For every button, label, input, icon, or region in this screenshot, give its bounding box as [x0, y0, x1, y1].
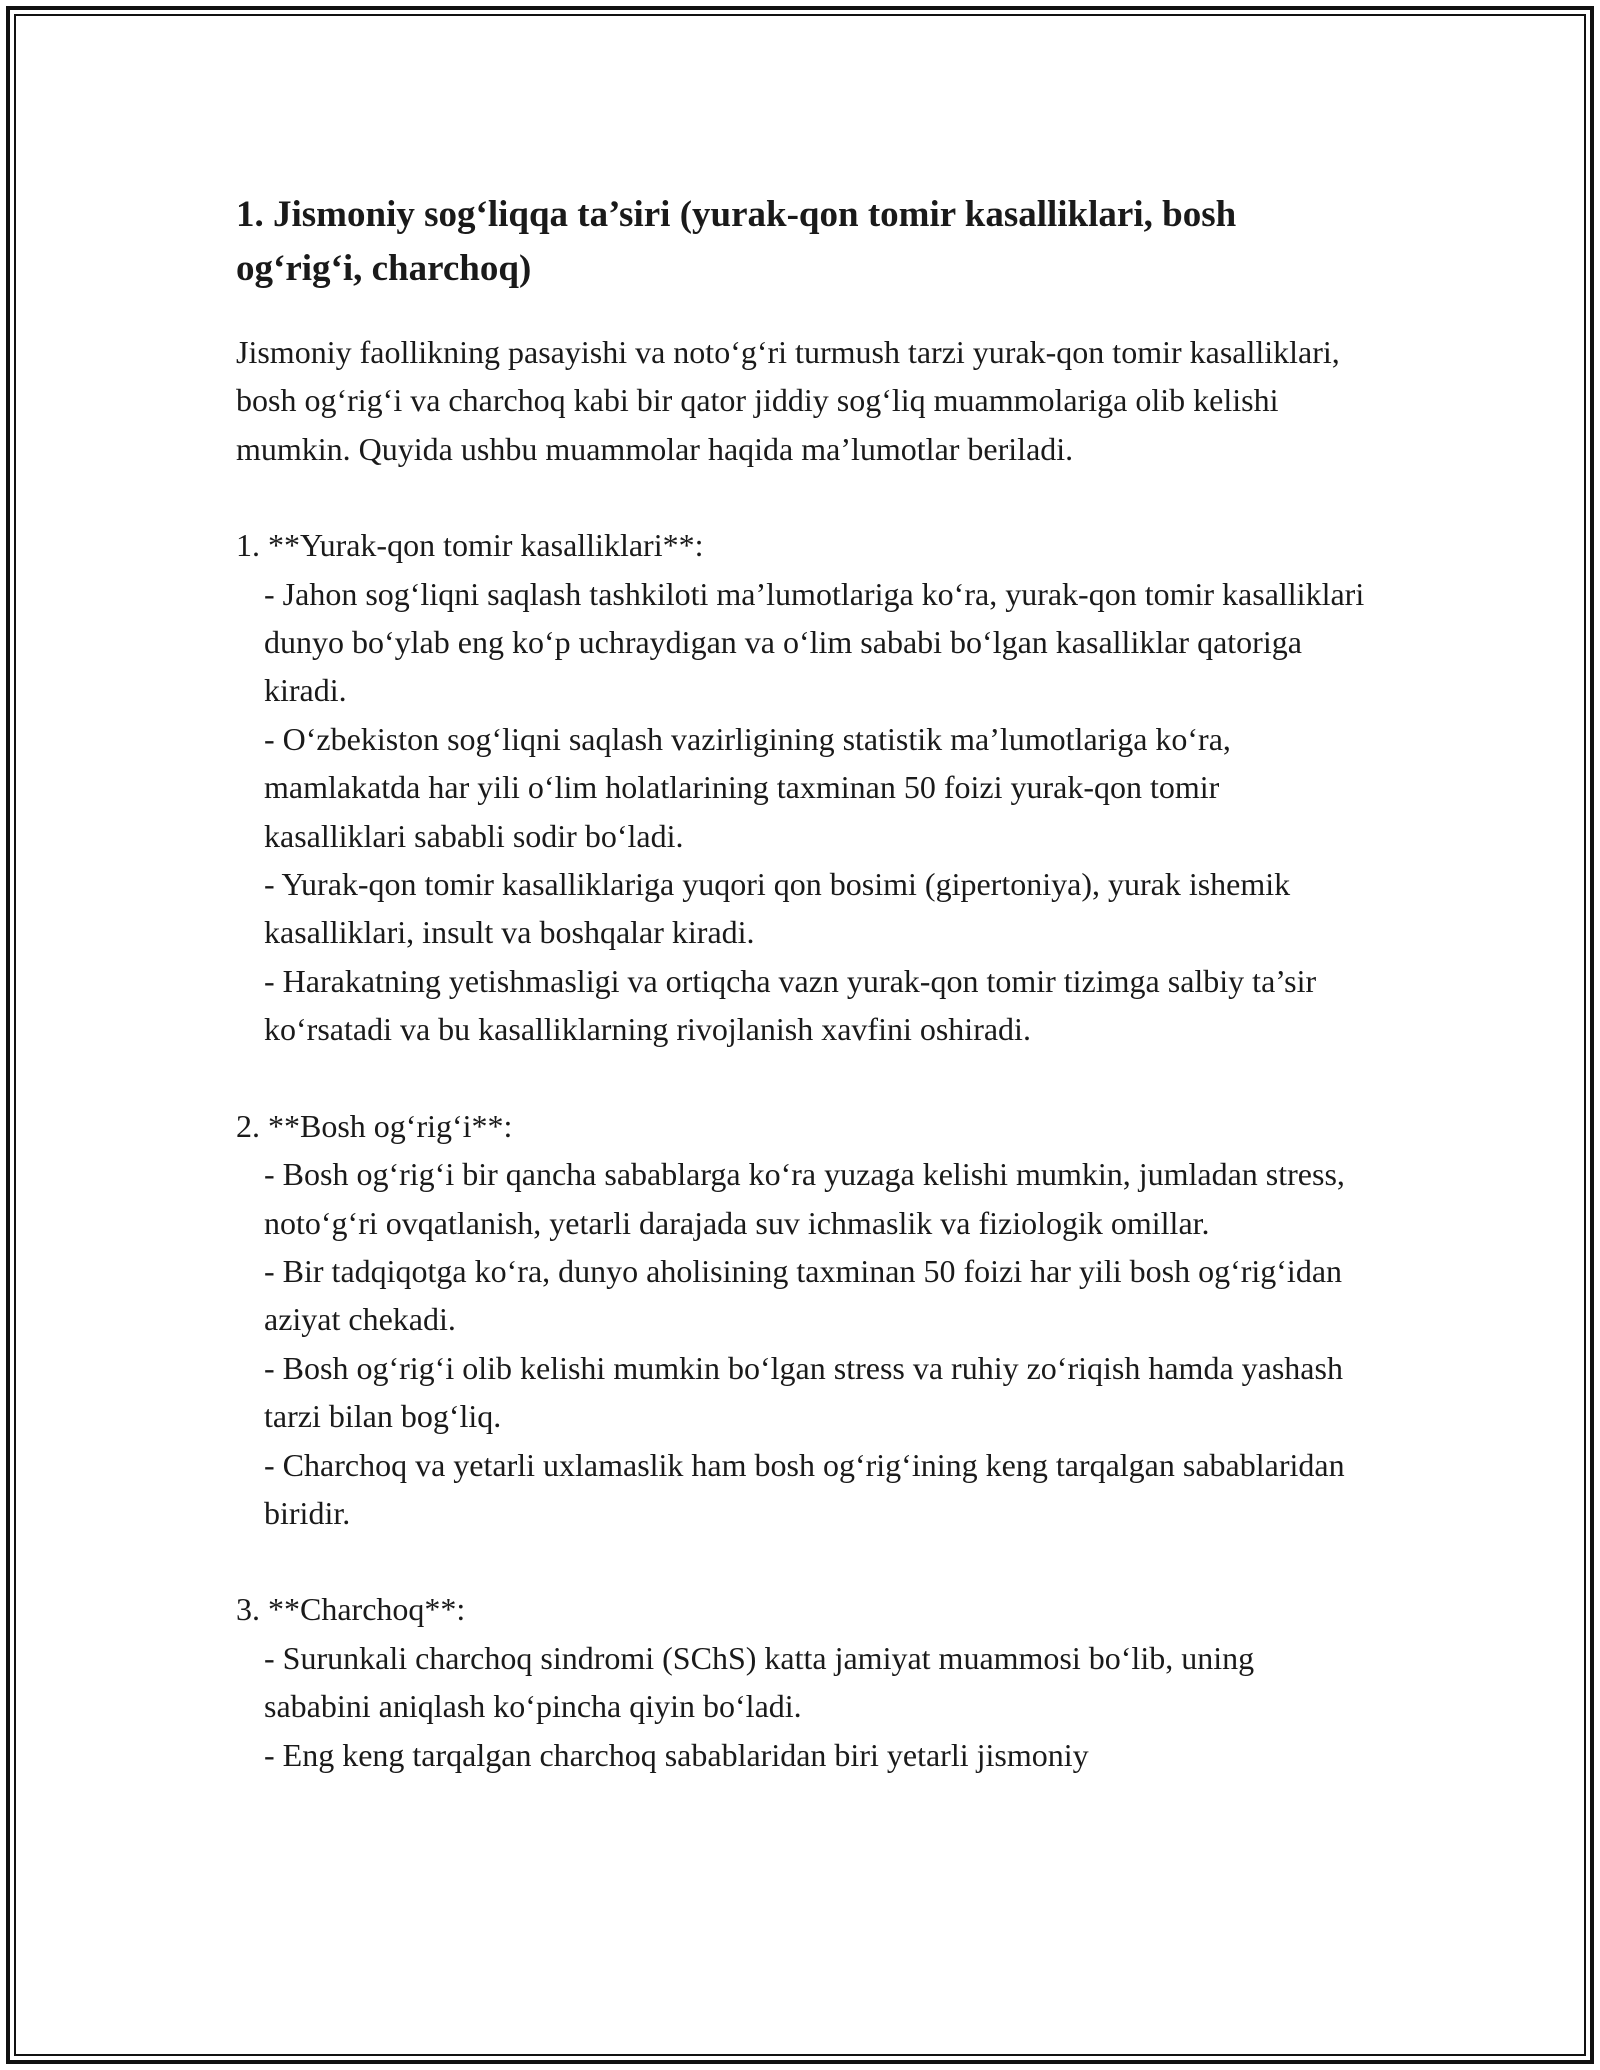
section-title: 2. **Bosh og‘rig‘i**: — [236, 1107, 513, 1144]
section-heading: 1. Jismoniy sog‘liqqa ta’siri (yurak-qon tomir kasalliklari, bosh og‘rig‘i, charchoq) — [236, 194, 1237, 289]
section-headache — [236, 1102, 1366, 1538]
document-page — [236, 188, 1373, 1779]
list-item: - Jahon sog‘liqni saqlash tashkiloti ma’lumotlariga ko‘ra, yurak-qon tomir kasalliklari dunyo bo‘ylab eng ko‘p uchraydigan va o‘lim sababi bo‘lgan kasalliklar qatoriga kiradi. — [264, 575, 1373, 709]
list-item: - Bosh og‘rig‘i olib kelishi mumkin bo‘lgan stress va ruhiy zo‘riqish hamda yashash tarzi bilan bog‘liq. — [264, 1349, 1351, 1435]
list-item: - O‘zbekiston sog‘liqni saqlash vazirligining statistik ma’lumotlariga ko‘ra, mamlakatda har yili o‘lim holatlarining taxminan 50 foizi yurak-qon tomir kasalliklari sababli sodir bo‘ladi. — [264, 720, 1239, 854]
section-cardiovascular — [236, 521, 1373, 1053]
list-item: - Bir tadqiqotga ko‘ra, dunyo aholisining taxminan 50 foizi har yili bosh og‘rig‘idan aziyat chekadi. — [264, 1252, 1351, 1338]
spacer — [236, 473, 1366, 521]
spacer — [236, 1537, 1366, 1585]
list-item: - Yurak-qon tomir kasalliklariga yuqori qon bosimi (gipertoniya), yurak ishemik kasalliklari, insult va boshqalar kiradi. — [264, 866, 1299, 951]
section-title: 3. **Charchoq**: — [236, 1591, 466, 1628]
section-fatigue — [236, 1585, 1366, 1779]
list-item: - Bosh og‘rig‘i bir qancha sabablarga ko‘ra yuzaga kelishi mumkin, jumladan stress, noto‘g‘ri ovqatlanish, yetarli darajada suv ichmaslik va fiziologik omillar. — [264, 1156, 1353, 1241]
list-item: - Surunkali charchoq sindromi (SChS) katta jamiyat muammosi bo‘lib, uning sababini aniqlash ko‘pincha qiyin bo‘ladi. — [264, 1639, 1263, 1725]
spacer — [236, 1054, 1366, 1102]
list-item: - Charchoq va yetarli uxlamaslik ham bosh og‘rig‘ining keng tarqalgan sabablaridan biridir. — [264, 1446, 1353, 1531]
list-item: - Eng keng tarqalgan charchoq sabablaridan biri yetarli jismoniy — [264, 1736, 1089, 1773]
section-title: 1. **Yurak-qon tomir kasalliklari**: — [236, 527, 704, 564]
intro-paragraph: Jismoniy faollikning pasayishi va noto‘g‘ri turmush tarzi yurak-qon tomir kasalliklari, bosh og‘rig‘i va charchoq kabi bir qator jiddiy sog‘liq muammolariga olib kelishi mumkin. Quyida ushbu muammolar haqida ma’lumotlar beriladi. — [236, 334, 1348, 467]
list-item: - Harakatning yetishmasligi va ortiqcha vazn yurak-qon tomir tizimga salbiy ta’sir ko‘rsatadi va bu kasalliklarning rivojlanish xavfini oshiradi. — [264, 962, 1325, 1048]
